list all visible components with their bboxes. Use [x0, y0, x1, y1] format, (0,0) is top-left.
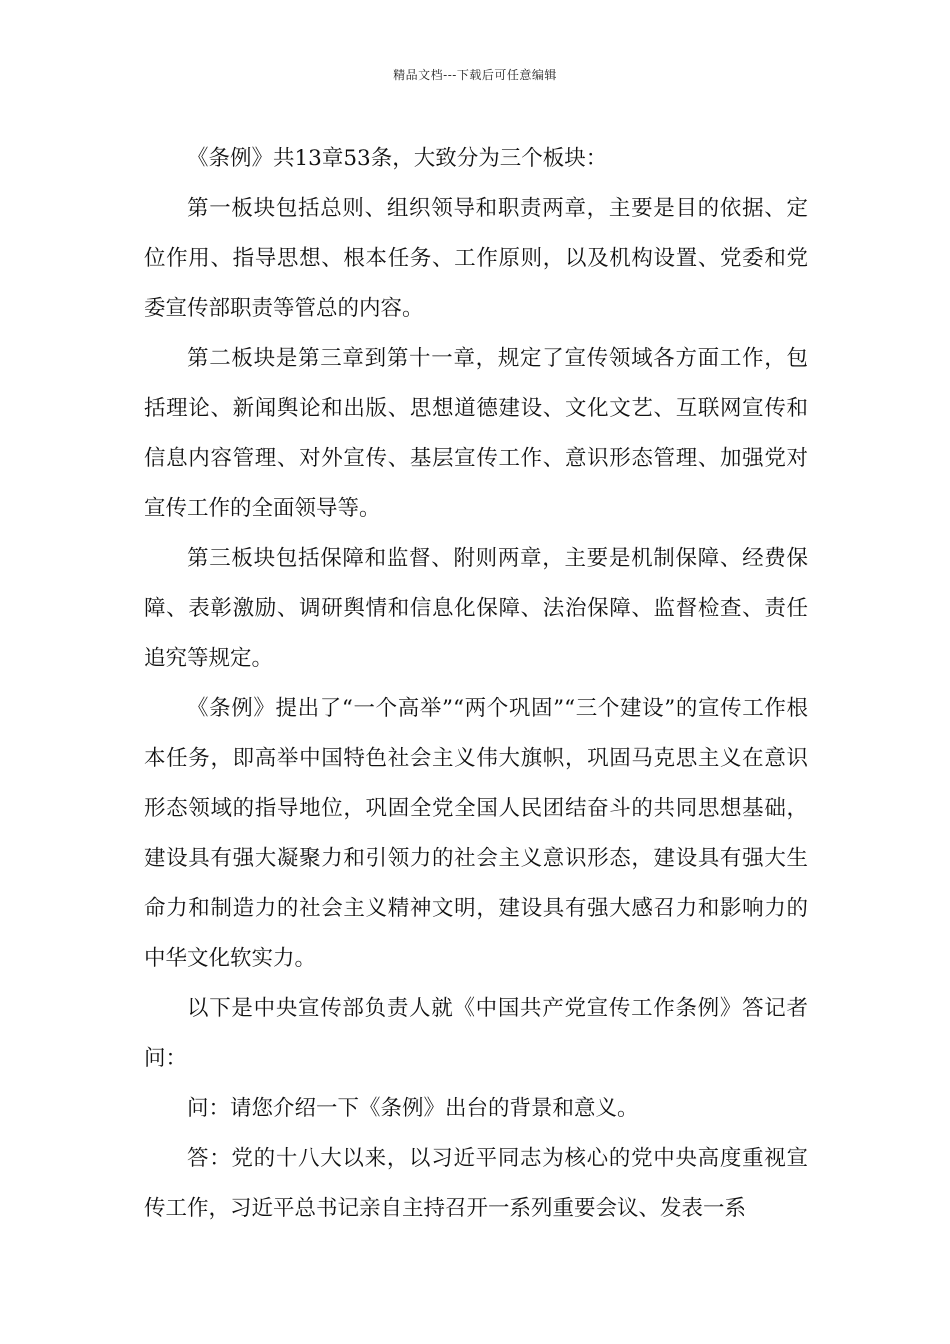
paragraph-interview-intro: 以下是中央宣传部负责人就《中国共产党宣传工作条例》答记者问：	[144, 996, 808, 1071]
paragraph-answer: 答：党的十八大以来，以习近平同志为核心的党中央高度重视宣传工作，习近平总书记亲自主持召开一系列重要会议、发表一系	[144, 1146, 808, 1221]
page-header: 精品文档---下载后可任意编辑	[393, 68, 557, 82]
paragraph-section-one: 第一板块包括总则、组织领导和职责两章，主要是目的依据、定位作用、指导思想、根本任务、工作原则，以及机构设置、党委和党委宣传部职责等管总的内容。	[144, 196, 808, 321]
paragraph-fundamental-tasks: 《条例》提出了“一个高举”“两个巩固”“三个建设”的宣传工作根本任务，即高举中国特色社会主义伟大旗帜，巩固马克思主义在意识形态领域的指导地位，巩固全党全国人民团结奋斗的共同思想基础，建设具有强大凝聚力和引领力的社会主义意识形态，建设具有强大生命力和制造力的社会主义精神文明，建设具有强大感召力和影响力的中华文化软实力。	[144, 696, 808, 971]
paragraph-section-two: 第二板块是第三章到第十一章，规定了宣传领域各方面工作，包括理论、新闻舆论和出版、思想道德建设、文化文艺、互联网宣传和信息内容管理、对外宣传、基层宣传工作、意识形态管理、加强党对宣传工作的全面领导等。	[144, 346, 808, 521]
paragraph-question: 问：请您介绍一下《条例》出台的背景和意义。	[187, 1096, 639, 1121]
paragraph-section-three: 第三板块包括保障和监督、附则两章，主要是机制保障、经费保障、表彰激励、调研舆情和信息化保障、法治保障、监督检查、责任追究等规定。	[144, 546, 808, 671]
paragraph-overview: 《条例》共13章53条，大致分为三个板块：	[187, 146, 608, 171]
document-body	[144, 134, 808, 1234]
